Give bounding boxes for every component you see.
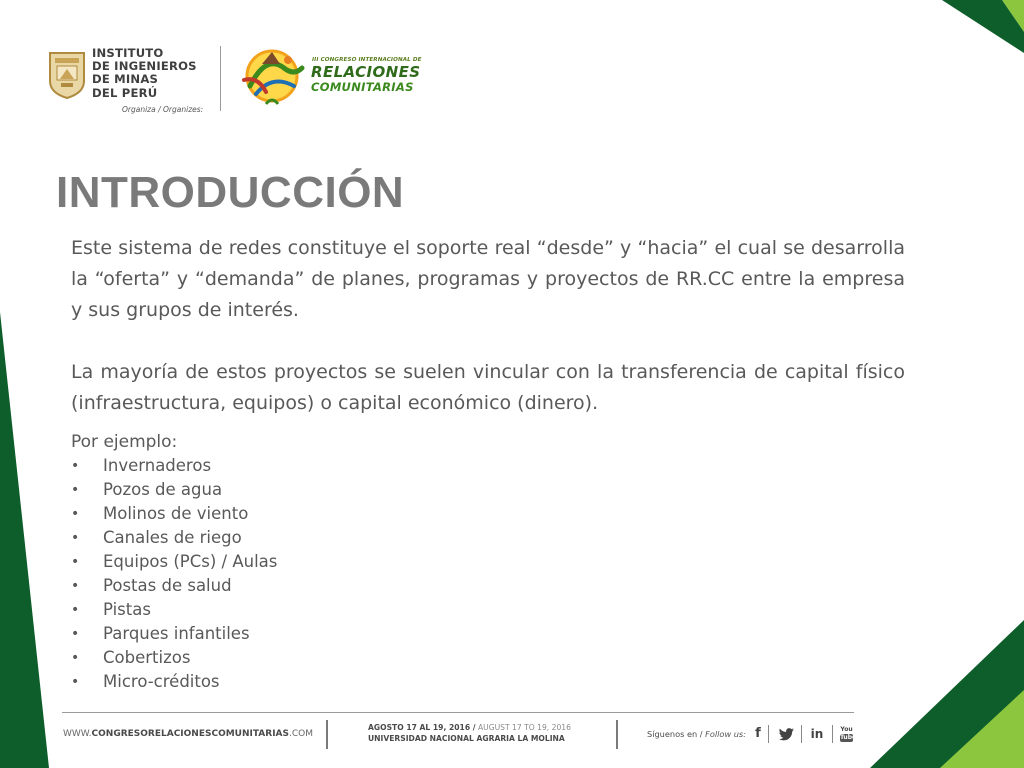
bullet-icon: • — [71, 458, 80, 474]
website-domain: CONGRESORELACIONESCOMUNITARIAS — [91, 729, 289, 739]
social-divider — [801, 725, 802, 743]
list-item-label: Pozos de agua — [103, 480, 223, 499]
twitter-icon[interactable] — [779, 726, 795, 742]
list-item — [71, 670, 905, 694]
follow-english: Follow us: — [702, 729, 746, 739]
congress-emblem-logo — [236, 46, 312, 112]
bullet-icon: • — [71, 506, 80, 522]
list-item — [71, 550, 905, 574]
bullet-icon: • — [71, 602, 80, 618]
list-item-label: Canales de riego — [103, 528, 242, 547]
website-suffix: .COM — [289, 729, 313, 739]
linkedin-icon[interactable]: in — [810, 727, 824, 741]
list-item-label: Equipos (PCs) / Aulas — [103, 552, 278, 571]
footer-divider — [616, 720, 618, 749]
list-item-label: Cobertizos — [103, 648, 191, 667]
list-item-label: Molinos de viento — [103, 504, 249, 523]
youtube-icon-bottom: Tube — [840, 734, 857, 741]
event-venue: UNIVERSIDAD NACIONAL AGRARIA LA MOLINA — [368, 734, 565, 743]
footer-divider — [326, 720, 328, 749]
list-item — [71, 646, 905, 670]
iimp-line: DE MINAS — [92, 72, 159, 87]
organizer-caption: Organiza / Organizes: — [122, 105, 204, 114]
event-dates — [368, 722, 571, 744]
iimp-line: DEL PERÚ — [92, 85, 158, 100]
social-divider — [832, 725, 833, 743]
examples-list — [71, 454, 905, 694]
bullet-icon: • — [71, 650, 80, 666]
list-item-label: Parques infantiles — [103, 624, 250, 643]
list-item-label: Micro-créditos — [103, 672, 220, 691]
list-item — [71, 598, 905, 622]
youtube-icon[interactable] — [840, 726, 857, 743]
bullet-icon: • — [71, 578, 80, 594]
congress-edition: III CONGRESO INTERNACIONAL DE — [312, 57, 422, 63]
iimp-line: DE INGENIEROS — [92, 59, 197, 74]
facebook-icon[interactable]: f — [755, 726, 761, 741]
website-prefix: WWW. — [63, 729, 92, 739]
dates-english: AUGUST 17 TO 19, 2016 — [475, 723, 571, 732]
follow-us-label — [647, 729, 746, 739]
list-item — [71, 574, 905, 598]
footer-rule — [62, 712, 854, 713]
social-divider — [768, 725, 769, 743]
examples-label: Por ejemplo: — [71, 432, 178, 452]
list-item — [71, 622, 905, 646]
paragraph-network-support: Este sistema de redes constituye el soporte real “desde” y “hacia” el cual se desarrolla la “oferta” y “demanda” de planes, programas y proyectos de RR.CC entre la empresa y sus grupos de interés. — [71, 237, 905, 321]
left-dark-band — [0, 312, 49, 768]
follow-spanish: Síguenos en / — [647, 729, 703, 739]
slide-title: INTRODUCCIÓN — [56, 168, 405, 217]
iimp-crest-logo — [48, 49, 86, 99]
congress-name-line1: RELACIONES — [311, 63, 421, 81]
paragraph-capital-transfer: La mayoría de estos proyectos se suelen vincular con la transferencia de capital físico (infraestructura, equipos) o capital económico (dinero). — [71, 361, 905, 414]
dates-spanish: AGOSTO 17 AL 19, 2016 / — [368, 723, 476, 732]
slide-content — [71, 233, 905, 694]
list-item — [71, 454, 905, 478]
list-item — [71, 478, 905, 502]
youtube-icon-top: You — [840, 726, 853, 733]
congress-name-line2: COMUNITARIAS — [311, 80, 414, 94]
iimp-name — [92, 47, 216, 100]
list-item-label: Postas de salud — [103, 576, 232, 595]
bullet-icon: • — [71, 530, 80, 546]
bullet-icon: • — [71, 554, 80, 570]
list-item-label: Invernaderos — [103, 456, 212, 475]
bullet-icon: • — [71, 674, 80, 690]
header-divider — [220, 46, 221, 111]
website-link[interactable] — [63, 729, 313, 739]
iimp-line: INSTITUTO — [92, 46, 164, 60]
list-item — [71, 526, 905, 550]
bullet-icon: • — [71, 626, 80, 642]
list-item — [71, 502, 905, 526]
list-item-label: Pistas — [103, 600, 151, 619]
bullet-icon: • — [71, 482, 80, 498]
